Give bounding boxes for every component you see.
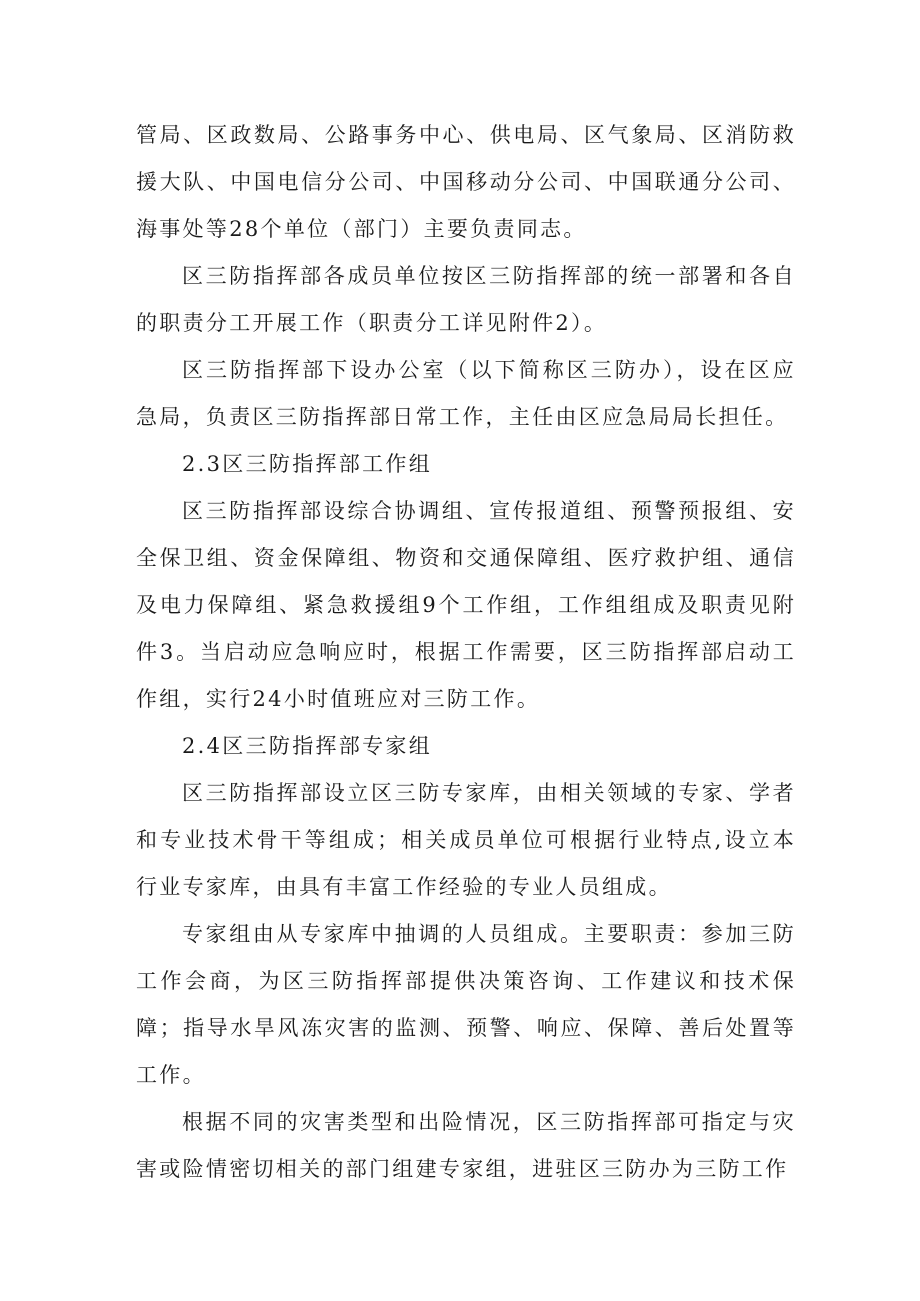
paragraph-working-groups: 区三防指挥部设综合协调组、宣传报道组、预警预报组、安全保卫组、资金保障组、物资和交通保障组、医疗救护组、通信及电力保障组、紧急救援组9个工作组，工作组组成及职责见附件3。当启动应急响应时，根据工作需要，区三防指挥部启动工作组，实行24小时值班应对三防工作。 — [136, 499, 796, 711]
section-heading-2-4: 2.4区三防指挥部专家组 — [182, 734, 432, 758]
paragraph-office: 区三防指挥部下设办公室（以下简称区三防办），设在区应急局，负责区三防指挥部日常工作，主任由区应急局局长担任。 — [136, 358, 796, 429]
paragraph-member-units-continued: 管局、区政数局、公路事务中心、供电局、区气象局、区消防救援大队、中国电信分公司、中国移动分公司、中国联通分公司、海事处等28个单位（部门）主要负责同志。 — [136, 123, 796, 241]
paragraph-expert-database: 区三防指挥部设立区三防专家库，由相关领域的专家、学者和专业技术骨干等组成；相关成员单位可根据行业特点,设立本行业专家库，由具有丰富工作经验的专业人员组成。 — [136, 781, 796, 899]
paragraph-expert-duties: 专家组由从专家库中抽调的人员组成。主要职责：参加三防工作会商，为区三防指挥部提供决策咨询、工作建议和技术保障；指导水旱风冻灾害的监测、预警、响应、保障、善后处置等工作。 — [136, 922, 796, 1087]
document-body — [136, 112, 796, 1193]
paragraph-expert-dispatch: 根据不同的灾害类型和出险情况，区三防指挥部可指定与灾害或险情密切相关的部门组建专家组，进驻区三防办为三防工作 — [136, 1110, 796, 1181]
paragraph-member-duties: 区三防指挥部各成员单位按区三防指挥部的统一部署和各自的职责分工开展工作（职责分工详见附件2）。 — [136, 264, 796, 335]
section-heading-2-3: 2.3区三防指挥部工作组 — [182, 452, 432, 476]
